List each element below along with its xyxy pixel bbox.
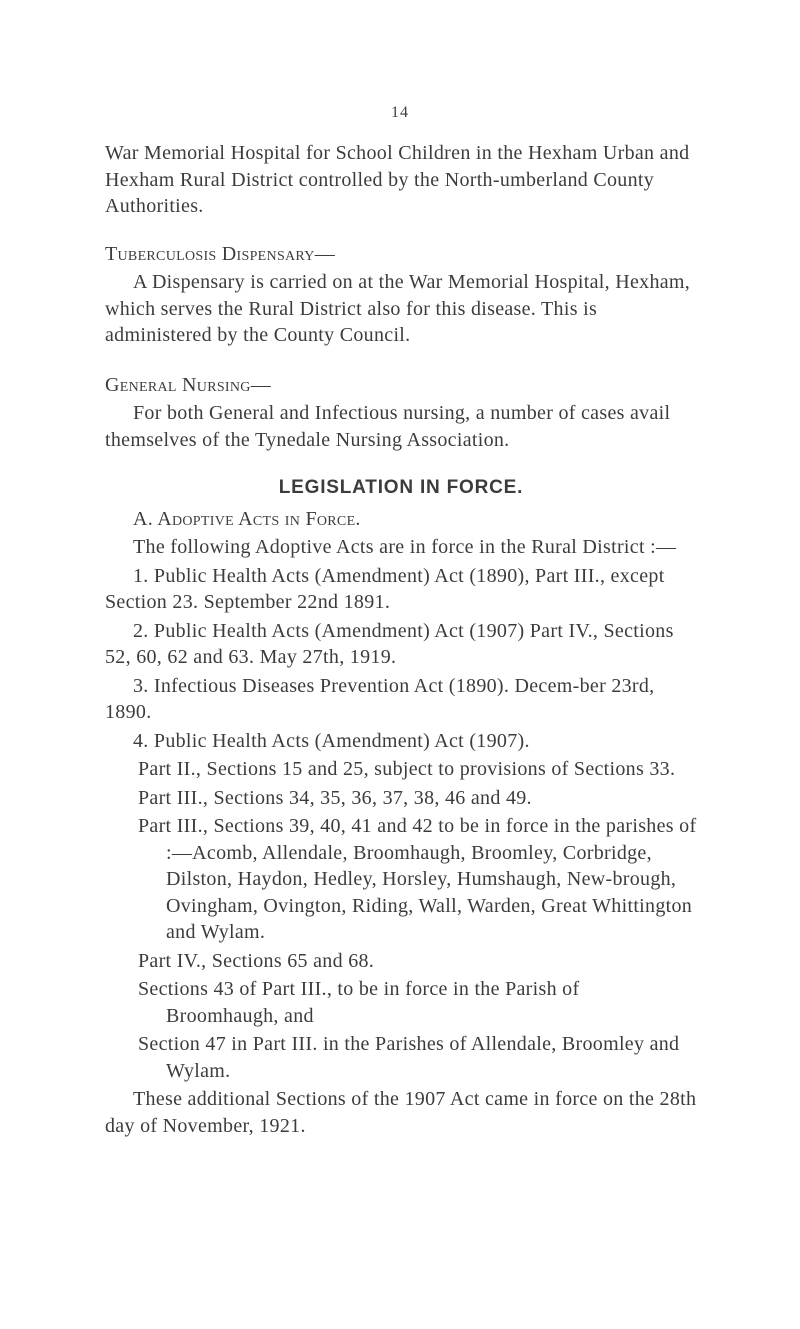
document-body [105, 140, 697, 1139]
act-item-1: 1. Public Health Acts (Amendment) Act (1890), Part III., except Section 23. September 22nd 1891. [105, 564, 665, 613]
act-item-4-part: Part III., Sections 39, 40, 41 and 42 to be in force in the parishes of :—Acomb, Allendale, Broomhaugh, Broomley, Corbridge, Dilston, Haydon, Hedley, Horsley, Humshaugh, New-brough, Ovingham, Ovington, Riding, Wall, Warden, Great Whittington and Wylam. [138, 815, 697, 943]
general-nursing-text: For both General and Infectious nursing, a number of cases avail themselves of the Tynedale Nursing Association. [105, 402, 671, 451]
general-nursing-heading: General Nursing— [105, 373, 272, 396]
page-number: 14 [391, 104, 409, 121]
adoptive-acts-intro: The following Adoptive Acts are in force in the Rural District :— [133, 536, 677, 558]
closing-paragraph: These additional Sections of the 1907 Act came in force on the 28th day of November, 1921. [105, 1088, 697, 1137]
act-item-4-part: Part IV., Sections 65 and 68. [138, 949, 375, 972]
act-item-4-title: 4. Public Health Acts (Amendment) Act (1907). [133, 729, 530, 752]
legislation-title: LEGISLATION IN FORCE. [278, 477, 524, 498]
act-item-4-part: Sections 43 of Part III., to be in force in the Parish of Broomhaugh, and [138, 978, 580, 1027]
act-item-4-part: Part III., Sections 34, 35, 36, 37, 38, 46 and 49. [138, 786, 532, 809]
tuberculosis-text: A Dispensary is carried on at the War Memorial Hospital, Hexham, which serves the Rural District also for this disease. This is administered by the County Council. [105, 271, 691, 346]
adoptive-acts-subheading: A. Adoptive Acts in Force. [133, 507, 361, 530]
act-item-4-part: Part II., Sections 15 and 25, subject to provisions of Sections 33. [138, 758, 676, 780]
act-item-3: 3. Infectious Diseases Prevention Act (1890). Decem-ber 23rd, 1890. [105, 674, 655, 723]
tuberculosis-heading: Tuberculosis Dispensary— [105, 242, 336, 265]
act-item-4-part: Section 47 in Part III. in the Parishes of Allendale, Broomley and Wylam. [138, 1033, 680, 1082]
intro-paragraph: War Memorial Hospital for School Children in the Hexham Urban and Hexham Rural District controlled by the North-umberland County Authorities. [105, 142, 690, 217]
act-item-2: 2. Public Health Acts (Amendment) Act (1907) Part IV., Sections 52, 60, 62 and 63. May 27th, 1919. [105, 619, 674, 668]
